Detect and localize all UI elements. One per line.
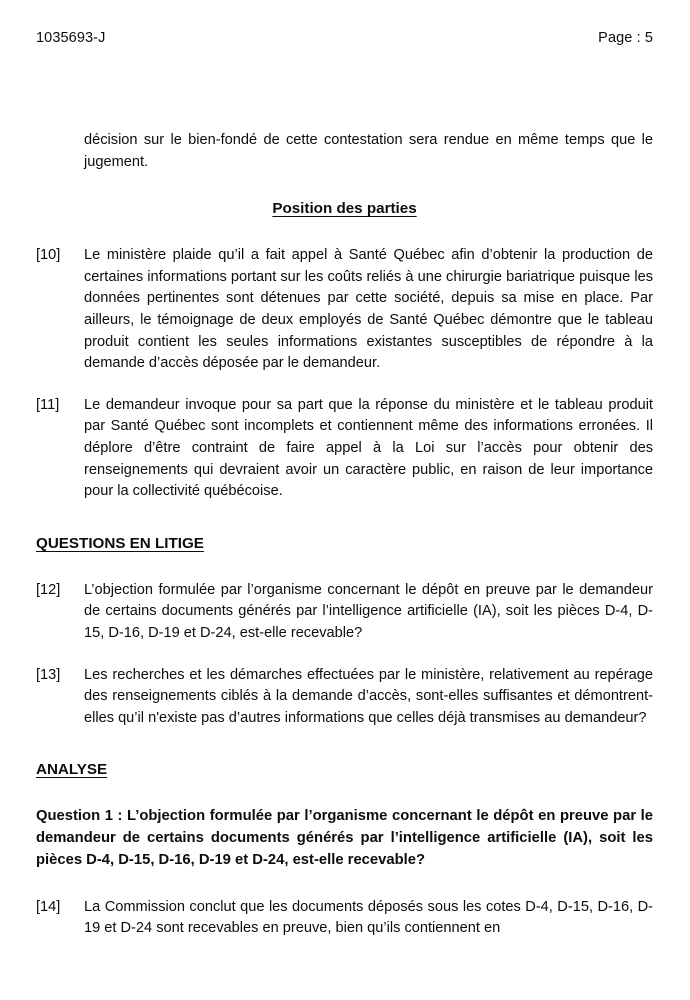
paragraph-12-number: [12] xyxy=(36,581,61,598)
paragraph-12 xyxy=(36,580,653,645)
paragraph-10-text: Le ministère plaide qu’il a fait appel à Santé Québec afin d’obtenir la production de certaines informations portant sur les coûts reliés à une chirurgie bariatrique puisque les données pertinentes sont détenues par cette société, depuis sa mise en place. Par ailleurs, le témoignage de deux employés de Santé Québec démontre que le tableau produit contient les seules informations existantes susceptibles de répondre à la demande d’accès déposée par le demandeur. xyxy=(84,247,653,372)
paragraph-11-number: [11] xyxy=(36,396,60,413)
spacer xyxy=(36,729,653,759)
paragraph-12-text: L’objection formulée par l’organisme concernant le dépôt en preuve par le demandeur de certains documents générés par l’intelligence artificielle (IA), soit les pièces D-4, D-15, D-16, D-19 et D-24, est-elle recevable? xyxy=(84,581,653,641)
paragraph-13-text: Les recherches et les démarches effectuées par le ministère, relativement au repérage des renseignements ciblés à la demande d’accès, sont-elles suffisantes et démontrent-elles qu’il n'existe pas d’autres informations que celles déjà transmises au demandeur? xyxy=(84,666,653,726)
document-body xyxy=(36,130,653,940)
paragraph-11 xyxy=(36,395,653,503)
paragraph-14-text: La Commission conclut que les documents déposés sous les cotes D-4, D-15, D-16, D-19 et D-24 sont recevables en preuve, bien qu’ils contiennent en xyxy=(84,898,653,937)
heading-position-des-parties xyxy=(36,198,653,220)
paragraph-14-number: [14] xyxy=(36,898,61,915)
file-number: 1035693-J xyxy=(36,30,106,46)
heading-position-des-parties-text: Position des parties xyxy=(272,200,417,218)
spacer xyxy=(36,173,653,198)
paragraph-10-number: [10] xyxy=(36,247,61,264)
paragraph-13-number: [13] xyxy=(36,666,61,683)
spacer xyxy=(36,503,653,533)
question-1-statement: Question 1 : L’objection formulée par l’organisme concernant le dépôt en preuve par le demandeur de certains documents générés par l’intelligence artificielle (IA), soit les pièces D-4, D-15, D-16, D-19 et D-24, est-elle recevable? xyxy=(36,808,653,868)
spacer xyxy=(36,645,653,665)
heading-analyse xyxy=(36,759,653,781)
heading-questions-en-litige-text: QUESTIONS EN LITIGE xyxy=(36,534,204,552)
spacer xyxy=(36,220,653,245)
paragraph-10 xyxy=(36,245,653,375)
heading-questions-en-litige xyxy=(36,533,653,555)
paragraph-14 xyxy=(36,897,653,940)
page-number: Page : 5 xyxy=(598,30,653,46)
running-header xyxy=(36,30,653,46)
spacer xyxy=(36,781,653,806)
paragraph-13 xyxy=(36,665,653,730)
spacer xyxy=(36,375,653,395)
heading-analyse-text: ANALYSE xyxy=(36,761,108,779)
spacer xyxy=(36,872,653,897)
intro-paragraph: décision sur le bien-fondé de cette contestation sera rendue en même temps que le jugement. xyxy=(84,132,653,170)
spacer xyxy=(36,555,653,580)
paragraph-11-text: Le demandeur invoque pour sa part que la réponse du ministère et le tableau produit par Santé Québec sont incomplets et contiennent même des informations erronées. Il déplore d’être contraint de faire appel à la Loi sur l’accès pour obtenir des renseignements qui devraient avoir un caractère public, en raison de leur importance pour la collectivité québécoise. xyxy=(84,396,653,500)
